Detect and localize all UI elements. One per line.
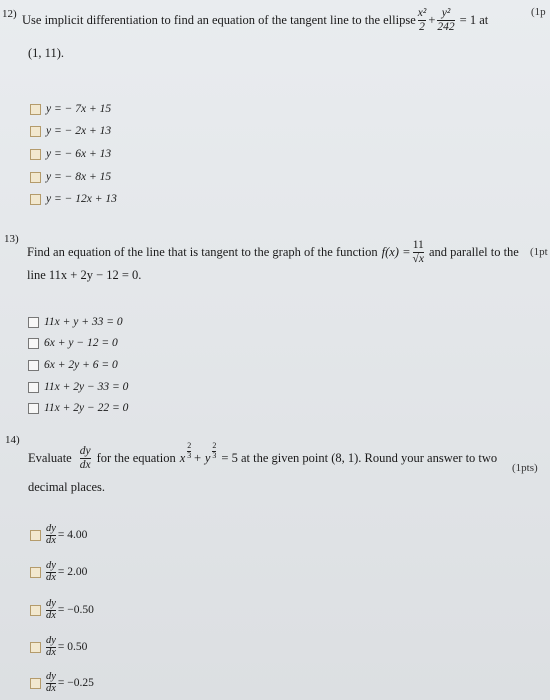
q12-option-1[interactable] — [30, 103, 111, 115]
dy: dy — [46, 523, 56, 534]
question-13-number: 13) — [4, 233, 19, 245]
radio-box[interactable] — [30, 149, 41, 160]
q14-option-1-dydx — [46, 524, 56, 546]
q12-option-2-label: y = − 2x + 13 — [46, 125, 112, 137]
dx: dx — [46, 534, 56, 546]
q12-option-4-label: y = − 8x + 15 — [46, 171, 112, 183]
radio-box[interactable] — [28, 338, 39, 349]
q13-option-1[interactable] — [28, 316, 123, 328]
q14-option-2-dydx — [46, 561, 56, 583]
question-13-points: (1pt — [530, 246, 548, 258]
ellipse-y-numerator: y² — [441, 7, 451, 20]
ellipse-x-numerator: x² — [417, 7, 427, 20]
q12-option-4[interactable] — [30, 171, 111, 183]
q13-option-4-label: 11x + 2y − 33 = 0 — [44, 381, 129, 393]
dx: dx — [46, 646, 56, 658]
question-14-number: 14) — [5, 434, 20, 446]
q13-option-5-label: 11x + 2y − 22 = 0 — [44, 402, 129, 414]
equation-plus-y: + y — [193, 450, 211, 465]
q13-option-4[interactable] — [28, 381, 128, 393]
q14-option-2[interactable] — [30, 561, 87, 583]
radio-box[interactable] — [30, 172, 41, 183]
dx: dx — [46, 682, 56, 694]
radio-box[interactable] — [28, 360, 39, 371]
q13-option-1-label: 11x + y + 33 = 0 — [44, 316, 123, 328]
q14-option-4-label: = 0.50 — [57, 641, 88, 653]
q13-option-5[interactable] — [28, 402, 128, 414]
radio-box[interactable] — [30, 104, 41, 115]
radio-box[interactable] — [30, 530, 41, 541]
radio-box[interactable] — [28, 317, 39, 328]
q14-option-5[interactable] — [30, 672, 94, 694]
ellipse-y-denominator: 242 — [437, 20, 455, 33]
ellipse-x-denominator: 2 — [419, 20, 425, 33]
question-14-decimal: decimal places. — [28, 480, 106, 494]
function-numerator: 11 — [412, 239, 424, 252]
function-denominator: √x — [412, 252, 424, 265]
dy: dy — [46, 635, 56, 646]
evaluate-label: Evaluate — [28, 450, 72, 465]
q13-option-2-label: 6x + y − 12 = 0 — [44, 337, 118, 349]
dy: dy — [46, 671, 56, 682]
q14-option-1-label: = 4.00 — [57, 529, 88, 541]
equation-x: x — [179, 450, 186, 465]
equation-tail: = 5 at the given point (8, 1). Round your answer to two — [221, 450, 498, 465]
y-exponent-num: 2 — [212, 441, 217, 451]
ellipse-term-y — [437, 7, 454, 32]
q12-option-3-label: y = − 6x + 13 — [46, 148, 112, 160]
q14-option-1[interactable] — [30, 524, 87, 546]
radio-box[interactable] — [30, 642, 41, 653]
radio-box[interactable] — [30, 194, 41, 205]
q12-option-2[interactable] — [30, 125, 111, 137]
radio-box[interactable] — [30, 567, 41, 578]
question-12-prompt — [22, 2, 488, 38]
dx: dx — [46, 609, 56, 621]
q12-option-5-label: y = − 12x + 13 — [46, 193, 117, 205]
radio-box[interactable] — [30, 126, 41, 137]
q13-option-3-label: 6x + 2y + 6 = 0 — [44, 359, 118, 371]
question-13-text-2: and parallel to the — [428, 244, 519, 259]
dy: dy — [46, 560, 56, 571]
q14-option-4-dydx — [46, 636, 56, 658]
question-14-points: (1pts) — [512, 462, 538, 474]
q13-option-3[interactable] — [28, 359, 118, 371]
derivative-numerator: dy — [79, 445, 91, 458]
q12-option-3[interactable] — [30, 148, 111, 160]
q14-option-5-dydx — [46, 672, 56, 694]
question-12-text: Use implicit differentiation to find an equation of the tangent line to the ellipse — [22, 12, 416, 27]
x-exponent — [187, 442, 191, 460]
question-13-text: Find an equation of the line that is tangent to the graph of the function — [27, 244, 378, 259]
ellipse-plus: + — [428, 12, 436, 27]
question-12-number: 12) — [2, 8, 17, 20]
x-exponent-den: 3 — [187, 450, 192, 460]
q14-option-3-label: = −0.50 — [57, 604, 94, 616]
question-12-point: (1, 11). — [28, 46, 64, 60]
derivative-fraction — [80, 445, 91, 470]
radio-box[interactable] — [28, 382, 39, 393]
radio-box[interactable] — [30, 605, 41, 616]
radio-box[interactable] — [28, 403, 39, 414]
q12-option-5[interactable] — [30, 193, 117, 205]
ellipse-term-x — [418, 7, 427, 32]
q12-option-1-label: y = − 7x + 15 — [46, 103, 112, 115]
function-label: f(x) = — [381, 244, 411, 259]
question-13-line: line 11x + 2y − 12 = 0. — [27, 268, 142, 282]
q14-option-4[interactable] — [30, 636, 87, 658]
question-13-prompt — [27, 232, 519, 272]
question-14-prompt — [28, 440, 497, 476]
q14-option-3[interactable] — [30, 599, 94, 621]
question-14-text: for the equation — [96, 450, 176, 465]
q14-option-3-dydx — [46, 599, 56, 621]
derivative-denominator: dx — [79, 458, 91, 471]
y-exponent-den: 3 — [212, 450, 217, 460]
dy: dy — [46, 598, 56, 609]
q13-option-2[interactable] — [28, 337, 118, 349]
x-exponent-num: 2 — [187, 441, 192, 451]
function-fraction — [413, 239, 424, 264]
y-exponent — [212, 442, 216, 460]
dx: dx — [46, 571, 56, 583]
question-12-points: (1p — [531, 6, 546, 18]
q14-option-2-label: = 2.00 — [57, 566, 88, 578]
q14-option-5-label: = −0.25 — [57, 677, 94, 689]
radio-box[interactable] — [30, 678, 41, 689]
ellipse-equals: = 1 at — [459, 12, 489, 27]
